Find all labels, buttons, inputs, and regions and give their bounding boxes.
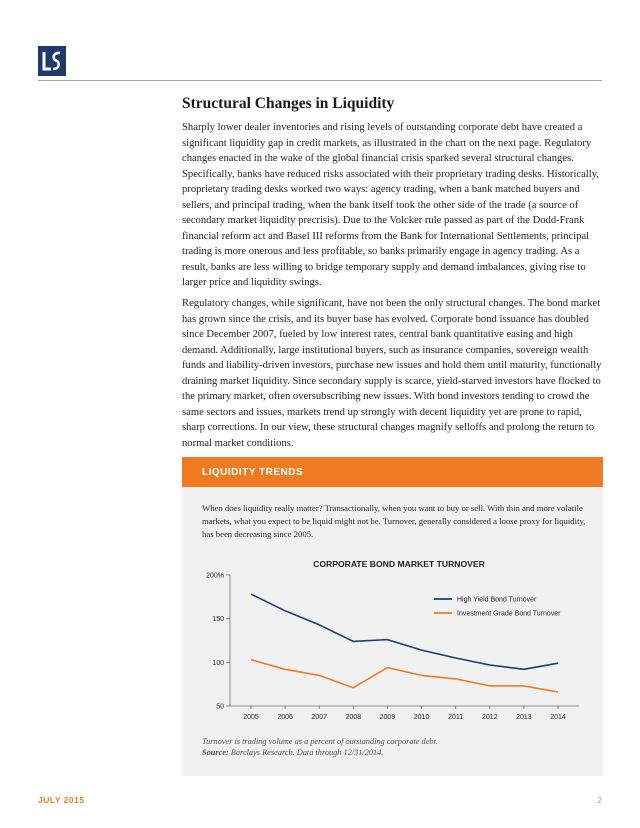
legend-label: Investment Grade Bond Turnover [457, 610, 561, 618]
x-tick-label: 2014 [550, 714, 566, 721]
page-number: 2 [597, 795, 602, 805]
x-tick-label: 2012 [481, 714, 498, 721]
chart-series [251, 594, 558, 692]
y-tick-label: 50 [216, 703, 224, 711]
chart-caption [202, 737, 438, 758]
liquidity-trends-intro: When does liquidity really matter? Transactionally, when you want to buy or sell. With thin and more volatile markets, what you expect to be liquid might not be. Turnover, generally considered a loose proxy for liquidity, has been decreasing since 2005. [202, 503, 586, 540]
y-tick-label: 200% [206, 572, 224, 580]
ls-monogram-icon [38, 46, 66, 76]
body-paragraph-2: Regulatory changes, while significant, have not been the only structural changes. The bond market has grown since the crisis, and its buyer base has evolved. Corporate bond issuance has doubled since December 2007, fueled by low interest rates, central bank quantitative easing and high demand. Additionally, large institutional buyers, such as insurance companies, sovereign wealth funds and liability-driven investors, purchase new issues and hold them until maturity, functionally draining market liquidity. Since secondary supply is scarce, yield-starved investors have flocked to the primary market, often oversubscribing new issues. With bond investors tending to crowd the same sectors and issues, markets trend up strongly with decent liquidity yet are prone to rapid, sharp corrections. In our view, these structural changes magnify selloffs and prolong the return to normal market conditions. [182, 298, 602, 449]
x-tick-label: 2010 [413, 714, 430, 721]
caption-note: Turnover is trading volume as a percent of outstanding corporate debt. [202, 737, 438, 746]
footer-date: JULY 2015 [38, 795, 85, 805]
x-tick-label: 2009 [379, 714, 396, 721]
caption-source-label: Source: [202, 747, 229, 757]
header-rule [38, 80, 602, 81]
series-line-investment-grade [251, 660, 558, 692]
chart-legend [434, 597, 561, 618]
legend-label: High Yield Bond Turnover [457, 596, 537, 604]
x-tick-label: 2006 [277, 714, 293, 721]
liquidity-trends-heading: LIQUIDITY TRENDS [182, 457, 603, 487]
chart-title: CORPORATE BOND MARKET TURNOVER [313, 559, 485, 569]
body-paragraph-1: Sharply lower dealer inventories and rising levels of outstanding corporate debt have created a significant liquidity gap in credit markets, as illustrated in the chart on the next page. Regulatory changes enacted in the wake of the global financial crisis sparked several structural changes. Specifically, banks have reduced risks associated with their proprietary trading desks. Historically, proprietary trading desks worked two ways: agency trading, when a bank matched buyers and sellers, and principal trading, when the bank itself took the other side of the trade (a source of secondary market liquidity precrisis). Due to the Volcker rule passed as part of the Dodd-Frank financial reform act and Basel III reforms from the Bank for International Settlements, principal trading is more onerous and less profitable, so banks primarily engage in agency trading. As a result, banks are less willing to bridge temporary supply and demand imbalances, giving rise to larger price and liquidity swings. [182, 122, 599, 288]
x-tick-label: 2008 [345, 714, 362, 721]
section-title: Structural Changes in Liquidity [182, 95, 395, 112]
x-tick-label: 2007 [311, 714, 328, 721]
series-line-high-yield [251, 594, 558, 669]
y-tick-label: 100 [212, 659, 224, 667]
chart-axes [206, 573, 579, 722]
liquidity-trends-box [182, 457, 603, 776]
x-tick-label: 2005 [243, 714, 259, 721]
caption-source-text: Barclays Research. Data through 12/31/2014. [228, 747, 384, 757]
turnover-chart [182, 557, 603, 727]
y-tick-label: 150 [212, 616, 224, 624]
x-tick-label: 2013 [516, 714, 532, 721]
x-tick-label: 2011 [448, 714, 464, 721]
